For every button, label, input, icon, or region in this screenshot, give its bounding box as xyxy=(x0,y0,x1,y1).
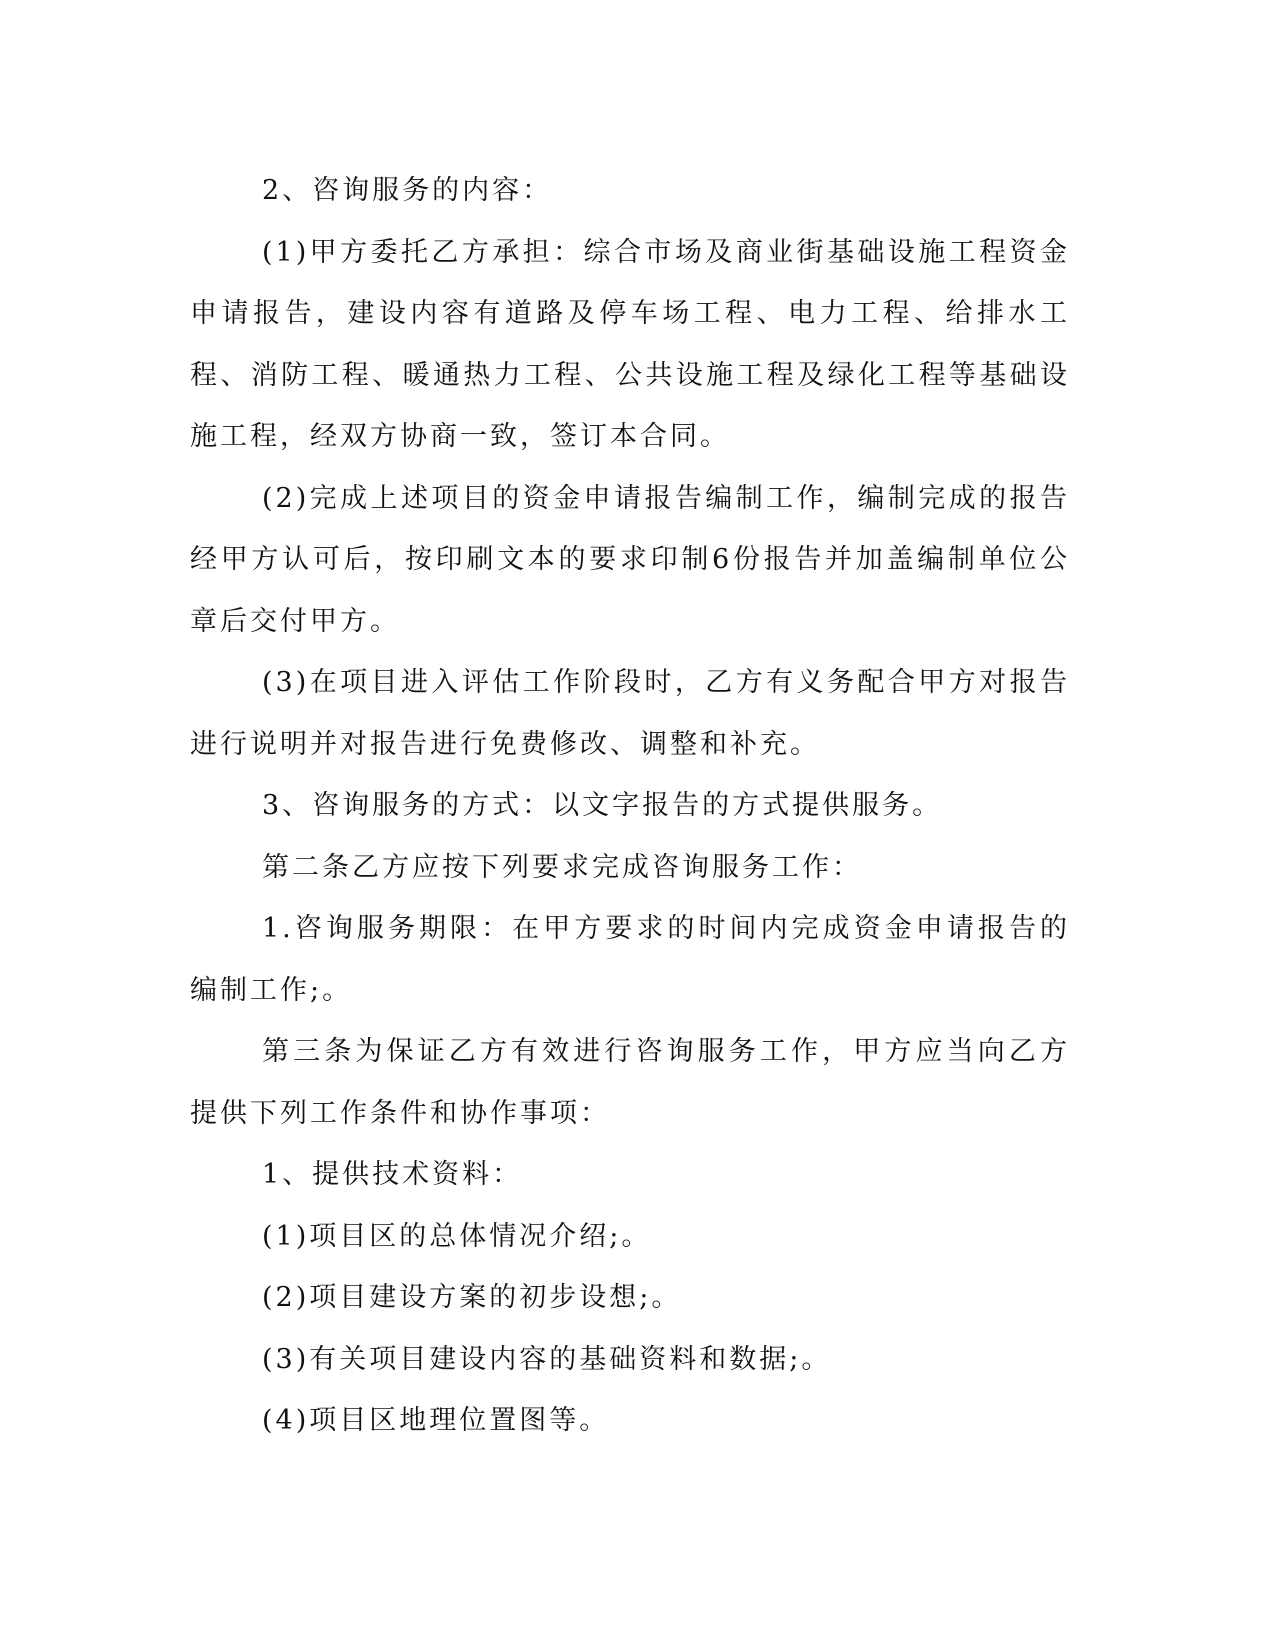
paragraph-material-4: (4)项目区地理位置图等。 xyxy=(262,1405,610,1436)
document-body xyxy=(190,160,1070,1452)
paragraph-material-2: (2)项目建设方案的初步设想;。 xyxy=(262,1282,682,1313)
paragraph-material-1: (1)项目区的总体情况介绍;。 xyxy=(262,1220,652,1252)
paragraph-item-3: (3)在项目进入评估工作阶段时，乙方有义务配合甲方对报告进行说明并对报告进行免费修改、调整和补充。 xyxy=(190,667,1070,760)
paragraph-item-1: (1)甲方委托乙方承担：综合市场及商业街基础设施工程资金申请报告，建设内容有道路及停车场工程、电力工程、给排水工程、消防工程、暖通热力工程、公共设施工程及绿化工程等基础设施工程，经双方协商一致，签订本合同。 xyxy=(190,236,1070,452)
paragraph-item-2: (2)完成上述项目的资金申请报告编制工作，编制完成的报告经甲方认可后，按印刷文本的要求印制6份报告并加盖编制单位公章后交付甲方。 xyxy=(190,482,1070,637)
paragraph-material-3: (3)有关项目建设内容的基础资料和数据;。 xyxy=(262,1343,832,1375)
paragraph-tech-materials: 1、提供技术资料： xyxy=(262,1159,523,1190)
paragraph-service-content-heading: 2、咨询服务的内容： xyxy=(262,175,553,206)
paragraph-service-method: 3、咨询服务的方式：以文字报告的方式提供服务。 xyxy=(262,790,943,821)
paragraph-service-period: 1.咨询服务期限：在甲方要求的时间内完成资金申请报告的编制工作;。 xyxy=(190,913,1070,1006)
paragraph-article-3: 第三条为保证乙方有效进行咨询服务工作，甲方应当向乙方提供下列工作条件和协作事项： xyxy=(190,1036,1070,1129)
paragraph-article-2: 第二条乙方应按下列要求完成咨询服务工作： xyxy=(262,851,862,883)
